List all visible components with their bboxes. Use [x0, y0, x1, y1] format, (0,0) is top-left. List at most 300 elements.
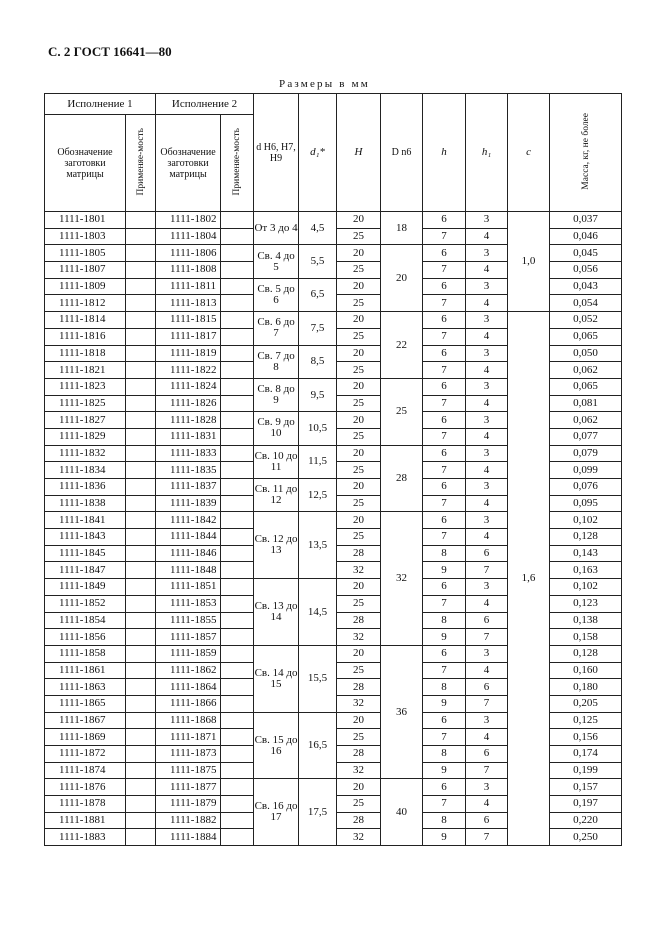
cell-h1: 7 — [466, 695, 508, 712]
cell-H: 25 — [337, 295, 381, 312]
cell-code2: 1111-1868 — [156, 712, 221, 729]
cell-code1: 1111-1825 — [45, 395, 126, 412]
table-row — [45, 212, 622, 229]
cell-H: 25 — [337, 228, 381, 245]
cell-h1: 4 — [466, 729, 508, 746]
cell-d-range: Св. 8 до 9 — [254, 378, 299, 411]
cell-h1: 4 — [466, 796, 508, 813]
cell-applicability2 — [221, 228, 254, 245]
cell-d1: 11,5 — [299, 445, 337, 478]
cell-mass: 0,220 — [550, 812, 622, 829]
cell-mass: 0,125 — [550, 712, 622, 729]
cell-code2: 1111-1815 — [156, 312, 221, 329]
cell-h1: 3 — [466, 212, 508, 229]
cell-applicability1 — [126, 662, 156, 679]
cell-mass: 0,102 — [550, 512, 622, 529]
cell-H: 32 — [337, 562, 381, 579]
cell-H: 28 — [337, 746, 381, 763]
cell-H: 32 — [337, 629, 381, 646]
cell-code2: 1111-1866 — [156, 695, 221, 712]
cell-H: 20 — [337, 512, 381, 529]
cell-mass: 0,050 — [550, 345, 622, 362]
cell-code1: 1111-1818 — [45, 345, 126, 362]
cell-applicability1 — [126, 445, 156, 462]
cell-code1: 1111-1847 — [45, 562, 126, 579]
cell-code2: 1111-1873 — [156, 746, 221, 763]
cell-applicability1 — [126, 228, 156, 245]
cell-h1: 3 — [466, 378, 508, 395]
cell-d1: 8,5 — [299, 345, 337, 378]
cell-h1: 3 — [466, 712, 508, 729]
cell-applicability1 — [126, 545, 156, 562]
cell-d-range: От 3 до 4 — [254, 212, 299, 245]
cell-code2: 1111-1824 — [156, 378, 221, 395]
cell-applicability1 — [126, 295, 156, 312]
cell-H: 32 — [337, 762, 381, 779]
cell-h1: 4 — [466, 262, 508, 279]
cell-H: 20 — [337, 579, 381, 596]
cell-h1: 7 — [466, 829, 508, 846]
cell-applicability1 — [126, 362, 156, 379]
cell-d1: 7,5 — [299, 312, 337, 345]
cell-code1: 1111-1869 — [45, 729, 126, 746]
cell-mass: 0,180 — [550, 679, 622, 696]
cell-code2: 1111-1826 — [156, 395, 221, 412]
header-designation-2: Обозначение заготовки матрицы — [156, 115, 221, 212]
cell-h1: 4 — [466, 462, 508, 479]
cell-d-range: Св. 12 до 13 — [254, 512, 299, 579]
cell-applicability1 — [126, 645, 156, 662]
cell-mass: 0,077 — [550, 428, 622, 445]
cell-code2: 1111-1813 — [156, 295, 221, 312]
cell-code1: 1111-1809 — [45, 278, 126, 295]
cell-applicability1 — [126, 428, 156, 445]
cell-applicability2 — [221, 796, 254, 813]
cell-applicability2 — [221, 395, 254, 412]
cell-code1: 1111-1865 — [45, 695, 126, 712]
cell-h: 6 — [423, 645, 466, 662]
cell-h1: 3 — [466, 579, 508, 596]
cell-applicability2 — [221, 762, 254, 779]
header-D: D n6 — [381, 94, 423, 212]
cell-applicability1 — [126, 595, 156, 612]
cell-applicability2 — [221, 629, 254, 646]
cell-mass: 0,043 — [550, 278, 622, 295]
header-version2: Исполнение 2 — [156, 94, 254, 115]
cell-code1: 1111-1867 — [45, 712, 126, 729]
cell-code1: 1111-1854 — [45, 612, 126, 629]
cell-applicability1 — [126, 378, 156, 395]
cell-h1: 3 — [466, 412, 508, 429]
cell-code2: 1111-1855 — [156, 612, 221, 629]
cell-code1: 1111-1874 — [45, 762, 126, 779]
cell-code1: 1111-1801 — [45, 212, 126, 229]
cell-H: 20 — [337, 412, 381, 429]
cell-h: 9 — [423, 829, 466, 846]
cell-h: 7 — [423, 729, 466, 746]
cell-mass: 0,052 — [550, 312, 622, 329]
header-applicability-2 — [221, 115, 254, 212]
cell-code1: 1111-1834 — [45, 462, 126, 479]
cell-mass: 0,056 — [550, 262, 622, 279]
cell-d-range: Св. 10 до 11 — [254, 445, 299, 478]
cell-mass: 0,037 — [550, 212, 622, 229]
cell-code2: 1111-1884 — [156, 829, 221, 846]
cell-h: 6 — [423, 412, 466, 429]
cell-D: 40 — [381, 779, 423, 846]
header-applicability-2-text: Применяе-мость — [232, 127, 243, 196]
cell-d-range: Св. 5 до 6 — [254, 278, 299, 311]
cell-applicability1 — [126, 629, 156, 646]
cell-h1: 6 — [466, 612, 508, 629]
cell-h1: 3 — [466, 278, 508, 295]
cell-H: 20 — [337, 779, 381, 796]
cell-mass: 0,128 — [550, 529, 622, 546]
cell-h1: 6 — [466, 746, 508, 763]
cell-d1: 15,5 — [299, 645, 337, 712]
cell-H: 20 — [337, 212, 381, 229]
cell-H: 20 — [337, 312, 381, 329]
cell-applicability1 — [126, 812, 156, 829]
cell-code1: 1111-1823 — [45, 378, 126, 395]
cell-applicability2 — [221, 312, 254, 329]
cell-mass: 0,095 — [550, 495, 622, 512]
cell-mass: 0,076 — [550, 479, 622, 496]
cell-code1: 1111-1827 — [45, 412, 126, 429]
table-row — [45, 312, 622, 329]
cell-h: 7 — [423, 295, 466, 312]
page-header: С. 2 ГОСТ 16641—80 — [48, 44, 172, 59]
cell-code2: 1111-1833 — [156, 445, 221, 462]
cell-code1: 1111-1829 — [45, 428, 126, 445]
cell-mass: 0,157 — [550, 779, 622, 796]
cell-code1: 1111-1856 — [45, 629, 126, 646]
cell-mass: 0,123 — [550, 595, 622, 612]
cell-h: 7 — [423, 595, 466, 612]
cell-code2: 1111-1882 — [156, 812, 221, 829]
cell-H: 20 — [337, 245, 381, 262]
cell-mass: 0,250 — [550, 829, 622, 846]
cell-h: 8 — [423, 746, 466, 763]
cell-applicability1 — [126, 612, 156, 629]
cell-applicability1 — [126, 312, 156, 329]
cell-code2: 1111-1837 — [156, 479, 221, 496]
units-caption: Размеры в мм — [279, 78, 370, 90]
cell-h1: 3 — [466, 512, 508, 529]
cell-code1: 1111-1816 — [45, 328, 126, 345]
cell-code1: 1111-1858 — [45, 645, 126, 662]
cell-applicability1 — [126, 762, 156, 779]
cell-applicability2 — [221, 529, 254, 546]
cell-mass: 0,158 — [550, 629, 622, 646]
header-applicability-1 — [126, 115, 156, 212]
cell-h1: 3 — [466, 245, 508, 262]
cell-applicability2 — [221, 662, 254, 679]
cell-code1: 1111-1876 — [45, 779, 126, 796]
header-version1: Исполнение 1 — [45, 94, 156, 115]
cell-applicability1 — [126, 746, 156, 763]
cell-code2: 1111-1842 — [156, 512, 221, 529]
cell-applicability1 — [126, 278, 156, 295]
cell-h1: 4 — [466, 295, 508, 312]
cell-H: 20 — [337, 645, 381, 662]
cell-code1: 1111-1852 — [45, 595, 126, 612]
cell-applicability2 — [221, 645, 254, 662]
cell-code2: 1111-1822 — [156, 362, 221, 379]
cell-h: 7 — [423, 262, 466, 279]
cell-d1: 13,5 — [299, 512, 337, 579]
cell-applicability1 — [126, 328, 156, 345]
cell-code2: 1111-1875 — [156, 762, 221, 779]
cell-h: 7 — [423, 796, 466, 813]
cell-D: 36 — [381, 645, 423, 779]
cell-applicability1 — [126, 262, 156, 279]
cell-applicability1 — [126, 695, 156, 712]
cell-applicability1 — [126, 395, 156, 412]
cell-h: 9 — [423, 629, 466, 646]
cell-mass: 0,138 — [550, 612, 622, 629]
cell-h: 6 — [423, 579, 466, 596]
cell-applicability2 — [221, 512, 254, 529]
cell-h: 6 — [423, 779, 466, 796]
cell-mass: 0,046 — [550, 228, 622, 245]
cell-h1: 7 — [466, 562, 508, 579]
cell-H: 25 — [337, 495, 381, 512]
cell-h: 6 — [423, 312, 466, 329]
cell-H: 28 — [337, 545, 381, 562]
cell-H: 25 — [337, 395, 381, 412]
cell-d-range: Св. 13 до 14 — [254, 579, 299, 646]
cell-code2: 1111-1828 — [156, 412, 221, 429]
cell-code2: 1111-1831 — [156, 428, 221, 445]
cell-code2: 1111-1817 — [156, 328, 221, 345]
cell-applicability2 — [221, 245, 254, 262]
cell-H: 32 — [337, 695, 381, 712]
cell-code1: 1111-1849 — [45, 579, 126, 596]
cell-code1: 1111-1845 — [45, 545, 126, 562]
cell-d1: 5,5 — [299, 245, 337, 278]
cell-h1: 3 — [466, 779, 508, 796]
cell-applicability2 — [221, 295, 254, 312]
cell-applicability2 — [221, 779, 254, 796]
cell-code1: 1111-1803 — [45, 228, 126, 245]
cell-h: 9 — [423, 762, 466, 779]
cell-applicability2 — [221, 746, 254, 763]
cell-code2: 1111-1839 — [156, 495, 221, 512]
cell-code2: 1111-1808 — [156, 262, 221, 279]
cell-h1: 4 — [466, 595, 508, 612]
cell-h: 9 — [423, 695, 466, 712]
cell-H: 20 — [337, 278, 381, 295]
cell-mass: 0,143 — [550, 545, 622, 562]
cell-H: 25 — [337, 362, 381, 379]
cell-h1: 4 — [466, 495, 508, 512]
cell-d1: 16,5 — [299, 712, 337, 779]
cell-h: 6 — [423, 378, 466, 395]
cell-applicability1 — [126, 712, 156, 729]
cell-applicability1 — [126, 412, 156, 429]
cell-code1: 1111-1863 — [45, 679, 126, 696]
cell-applicability1 — [126, 779, 156, 796]
header-h1: h₁ — [466, 94, 508, 212]
cell-applicability2 — [221, 595, 254, 612]
cell-H: 25 — [337, 662, 381, 679]
cell-d1: 17,5 — [299, 779, 337, 846]
cell-applicability1 — [126, 562, 156, 579]
header-d1: d₁* — [299, 94, 337, 212]
cell-D: 22 — [381, 312, 423, 379]
cell-mass: 0,081 — [550, 395, 622, 412]
cell-code2: 1111-1819 — [156, 345, 221, 362]
cell-code2: 1111-1848 — [156, 562, 221, 579]
cell-applicability1 — [126, 679, 156, 696]
cell-mass: 0,102 — [550, 579, 622, 596]
cell-applicability1 — [126, 579, 156, 596]
cell-mass: 0,156 — [550, 729, 622, 746]
cell-applicability2 — [221, 445, 254, 462]
header-d: d Н6, Н7, Н9 — [254, 94, 299, 212]
cell-h1: 4 — [466, 362, 508, 379]
cell-h1: 6 — [466, 679, 508, 696]
cell-h: 6 — [423, 479, 466, 496]
cell-c: 1,0 — [508, 212, 550, 312]
cell-d-range: Св. 4 до 5 — [254, 245, 299, 278]
cell-h: 6 — [423, 245, 466, 262]
cell-h1: 4 — [466, 228, 508, 245]
cell-h: 8 — [423, 812, 466, 829]
cell-code1: 1111-1881 — [45, 812, 126, 829]
cell-mass: 0,199 — [550, 762, 622, 779]
cell-code1: 1111-1812 — [45, 295, 126, 312]
cell-h: 7 — [423, 395, 466, 412]
cell-h: 7 — [423, 462, 466, 479]
cell-mass: 0,160 — [550, 662, 622, 679]
cell-code2: 1111-1835 — [156, 462, 221, 479]
cell-mass: 0,062 — [550, 412, 622, 429]
cell-applicability2 — [221, 579, 254, 596]
cell-mass: 0,197 — [550, 796, 622, 813]
cell-h1: 4 — [466, 529, 508, 546]
cell-h: 6 — [423, 278, 466, 295]
cell-d1: 6,5 — [299, 278, 337, 311]
cell-d-range: Св. 15 до 16 — [254, 712, 299, 779]
cell-H: 20 — [337, 445, 381, 462]
cell-applicability2 — [221, 378, 254, 395]
cell-h: 9 — [423, 562, 466, 579]
cell-d-range: Св. 16 до 17 — [254, 779, 299, 846]
cell-h: 6 — [423, 345, 466, 362]
cell-H: 25 — [337, 328, 381, 345]
cell-code2: 1111-1859 — [156, 645, 221, 662]
cell-mass: 0,099 — [550, 462, 622, 479]
cell-H: 25 — [337, 262, 381, 279]
cell-code1: 1111-1872 — [45, 746, 126, 763]
cell-h1: 4 — [466, 395, 508, 412]
cell-applicability2 — [221, 479, 254, 496]
cell-h: 6 — [423, 512, 466, 529]
cell-applicability2 — [221, 262, 254, 279]
header-H: H — [337, 94, 381, 212]
dimensions-table — [44, 93, 622, 846]
cell-d-range: Св. 14 до 15 — [254, 645, 299, 712]
cell-applicability2 — [221, 812, 254, 829]
cell-code2: 1111-1879 — [156, 796, 221, 813]
cell-code2: 1111-1862 — [156, 662, 221, 679]
cell-h1: 7 — [466, 762, 508, 779]
cell-code2: 1111-1877 — [156, 779, 221, 796]
cell-h: 6 — [423, 212, 466, 229]
cell-h: 8 — [423, 612, 466, 629]
cell-h1: 7 — [466, 629, 508, 646]
cell-applicability1 — [126, 479, 156, 496]
cell-D: 25 — [381, 378, 423, 445]
cell-h1: 4 — [466, 662, 508, 679]
cell-d-range: Св. 6 до 7 — [254, 312, 299, 345]
cell-d-range: Св. 7 до 8 — [254, 345, 299, 378]
cell-applicability1 — [126, 512, 156, 529]
cell-applicability2 — [221, 829, 254, 846]
cell-h1: 4 — [466, 328, 508, 345]
cell-applicability2 — [221, 428, 254, 445]
cell-h: 8 — [423, 545, 466, 562]
cell-h: 7 — [423, 328, 466, 345]
cell-applicability2 — [221, 212, 254, 229]
header-designation-1: Обозначение заготовки матрицы — [45, 115, 126, 212]
cell-applicability2 — [221, 278, 254, 295]
cell-applicability2 — [221, 462, 254, 479]
cell-code2: 1111-1844 — [156, 529, 221, 546]
cell-H: 25 — [337, 462, 381, 479]
cell-H: 25 — [337, 529, 381, 546]
cell-mass: 0,128 — [550, 645, 622, 662]
cell-applicability1 — [126, 796, 156, 813]
cell-h1: 3 — [466, 445, 508, 462]
cell-mass: 0,054 — [550, 295, 622, 312]
cell-h: 8 — [423, 679, 466, 696]
cell-H: 20 — [337, 479, 381, 496]
cell-code1: 1111-1841 — [45, 512, 126, 529]
cell-mass: 0,079 — [550, 445, 622, 462]
cell-mass: 0,062 — [550, 362, 622, 379]
cell-H: 20 — [337, 345, 381, 362]
cell-H: 25 — [337, 595, 381, 612]
cell-code1: 1111-1814 — [45, 312, 126, 329]
cell-code1: 1111-1838 — [45, 495, 126, 512]
cell-d1: 10,5 — [299, 412, 337, 445]
cell-h: 7 — [423, 228, 466, 245]
cell-code1: 1111-1883 — [45, 829, 126, 846]
cell-applicability1 — [126, 529, 156, 546]
cell-h: 7 — [423, 362, 466, 379]
cell-d1: 9,5 — [299, 378, 337, 411]
cell-code1: 1111-1805 — [45, 245, 126, 262]
cell-code1: 1111-1878 — [45, 796, 126, 813]
cell-D: 18 — [381, 212, 423, 245]
cell-D: 32 — [381, 512, 423, 646]
cell-code2: 1111-1846 — [156, 545, 221, 562]
cell-h1: 3 — [466, 479, 508, 496]
cell-h1: 3 — [466, 645, 508, 662]
cell-h: 7 — [423, 529, 466, 546]
cell-applicability1 — [126, 212, 156, 229]
cell-code2: 1111-1804 — [156, 228, 221, 245]
cell-h1: 4 — [466, 428, 508, 445]
cell-code2: 1111-1802 — [156, 212, 221, 229]
cell-code2: 1111-1811 — [156, 278, 221, 295]
cell-code1: 1111-1861 — [45, 662, 126, 679]
cell-d1: 14,5 — [299, 579, 337, 646]
header-h: h — [423, 94, 466, 212]
